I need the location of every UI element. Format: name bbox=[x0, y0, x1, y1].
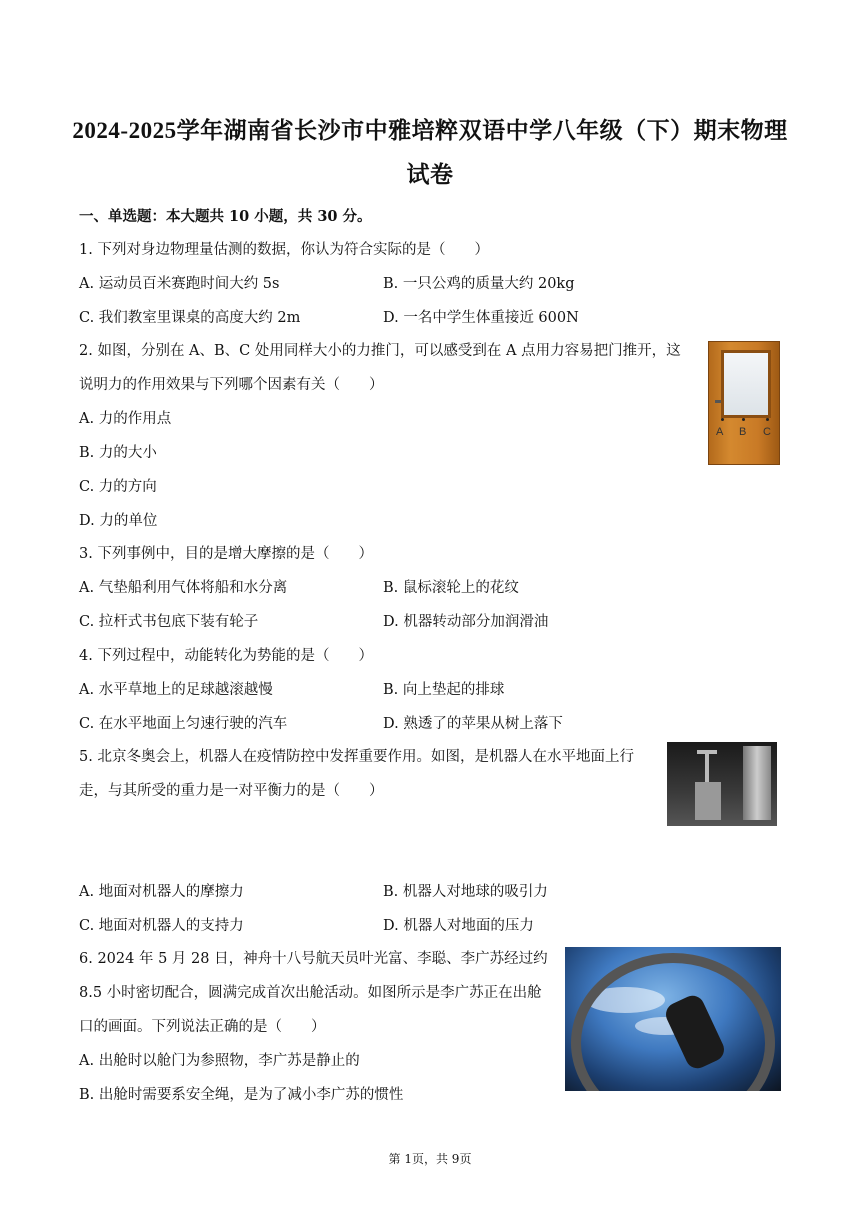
question-3-option-d: D. 机器转动部分加润滑油 bbox=[383, 614, 549, 630]
question-6-stem-line-2: 8.5 小时密切配合，圆满完成首次出舱活动。如图所示是李广苏正在出舱 bbox=[79, 985, 542, 1001]
point-a-dot bbox=[721, 418, 724, 421]
point-b-dot bbox=[742, 418, 745, 421]
question-1-option-c: C. 我们教室里课桌的高度大约 2m bbox=[79, 310, 301, 326]
page-footer: 第 1页，共 9页 bbox=[388, 1152, 472, 1166]
question-2-stem-line-2: 说明力的作用效果与下列哪个因素有关（ ） bbox=[79, 377, 384, 393]
question-5-option-a: A. 地面对机器人的摩擦力 bbox=[79, 884, 244, 900]
spacewalk-photo bbox=[565, 947, 781, 1091]
question-3-option-c: C. 拉杆式书包底下装有轮子 bbox=[79, 614, 259, 630]
question-3-option-a: A. 气垫船利用气体将船和水分离 bbox=[79, 580, 288, 596]
robot-background-pillar bbox=[743, 746, 771, 820]
question-2-option-c: C. 力的方向 bbox=[79, 479, 157, 495]
robot-photo bbox=[667, 742, 777, 826]
section-heading: 一、单选题：本大题共 10 小题，共 30 分。 bbox=[79, 208, 372, 225]
question-2-option-d: D. 力的单位 bbox=[79, 513, 158, 529]
question-4-option-c: C. 在水平地面上匀速行驶的汽车 bbox=[79, 716, 288, 732]
question-6-option-a: A. 出舱时以舱门为参照物，李广苏是静止的 bbox=[79, 1053, 360, 1069]
question-5-option-c: C. 地面对机器人的支持力 bbox=[79, 918, 244, 934]
point-c-label: C bbox=[763, 426, 771, 438]
question-1-option-d: D. 一名中学生体重接近 600N bbox=[383, 310, 579, 326]
paper-title-line-2: 试卷 bbox=[406, 162, 454, 187]
question-1-option-a: A. 运动员百米赛跑时间大约 5s bbox=[79, 276, 280, 292]
question-3-option-b: B. 鼠标滚轮上的花纹 bbox=[383, 580, 519, 596]
point-c-dot bbox=[766, 418, 769, 421]
question-5-stem-line-2: 走，与其所受的重力是一对平衡力的是（ ） bbox=[79, 783, 384, 799]
question-6-stem-line-1: 6. 2024 年 5 月 28 日，神舟十八号航天员叶光富、李聪、李广苏经过约 bbox=[79, 951, 548, 967]
question-5-option-b: B. 机器人对地球的吸引力 bbox=[383, 884, 548, 900]
robot-body bbox=[695, 782, 721, 820]
door-handle bbox=[715, 400, 721, 403]
question-5-option-d: D. 机器人对地面的压力 bbox=[383, 918, 534, 934]
question-1-option-b: B. 一只公鸡的质量大约 20kg bbox=[383, 276, 575, 292]
question-1-stem: 1. 下列对身边物理量估测的数据，你认为符合实际的是（ ） bbox=[79, 242, 489, 258]
question-5-stem-line-1: 5. 北京冬奥会上，机器人在疫情防控中发挥重要作用。如图，是机器人在水平地面上行 bbox=[79, 749, 634, 765]
question-4-option-b: B. 向上垫起的排球 bbox=[383, 682, 505, 698]
question-6-option-b: B. 出舱时需要系安全绳，是为了减小李广苏的惯性 bbox=[79, 1087, 404, 1103]
robot-mast bbox=[705, 752, 709, 782]
door-glass bbox=[721, 350, 771, 418]
point-b-label: B bbox=[739, 426, 747, 438]
robot-arm bbox=[697, 750, 717, 754]
paper-title-line-1: 2024-2025学年湖南省长沙市中雅培粹双语中学八年级（下）期末物理 bbox=[72, 118, 788, 143]
question-2-option-b: B. 力的大小 bbox=[79, 445, 157, 461]
point-a-label: A bbox=[716, 426, 724, 438]
question-2-stem-line-1: 2. 如图，分别在 A、B、C 处用同样大小的力推门，可以感受到在 A 点用力容易把门推开，这 bbox=[79, 343, 681, 359]
question-2-option-a: A. 力的作用点 bbox=[79, 411, 172, 427]
question-4-stem: 4. 下列过程中，动能转化为势能的是（ ） bbox=[79, 648, 373, 664]
question-6-stem-line-3: 口的画面。下列说法正确的是（ ） bbox=[79, 1019, 326, 1035]
question-3-stem: 3. 下列事例中，目的是增大摩擦的是（ ） bbox=[79, 546, 373, 562]
door-figure bbox=[708, 341, 780, 465]
question-4-option-a: A. 水平草地上的足球越滚越慢 bbox=[79, 682, 273, 698]
question-4-option-d: D. 熟透了的苹果从树上落下 bbox=[383, 716, 563, 732]
